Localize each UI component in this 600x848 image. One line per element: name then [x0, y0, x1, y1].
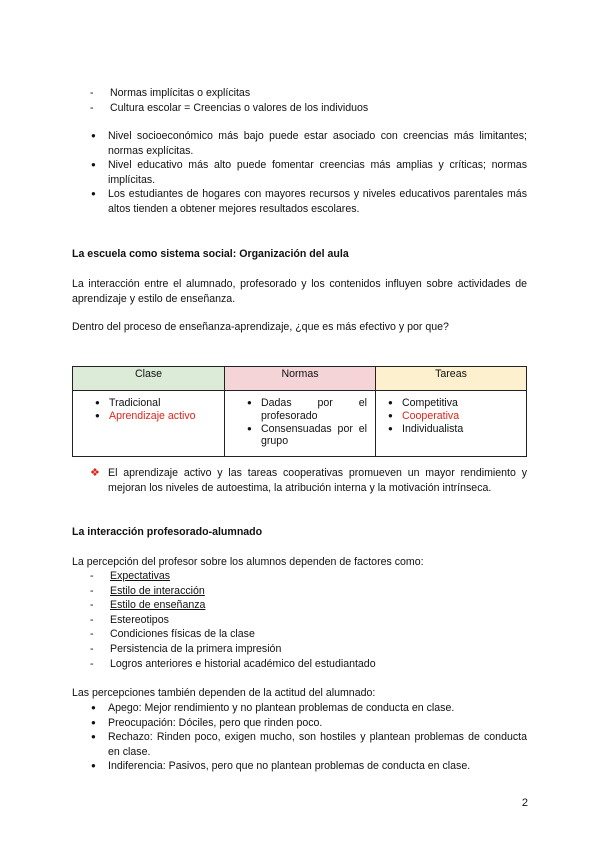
list-item: ● Individualista — [388, 423, 520, 436]
list-item: - Condiciones físicas de la clase — [90, 627, 527, 642]
top-bullet-list — [90, 129, 527, 217]
list-item: - Logros anteriores e historial académico del estudiantado — [90, 657, 527, 672]
attitudes-list — [90, 701, 527, 774]
classroom-table — [72, 366, 527, 457]
list-item: ● Indiferencia: Pasivos, pero que no plantean problemas de conducta en clase. — [90, 759, 527, 774]
list-item: ● Los estudiantes de hogares con mayores recursos y niveles educativos parentales más altos tienden a obtener mejores resultados escolares. — [90, 187, 527, 216]
top-dash-list — [90, 86, 527, 115]
table-header-tareas: Tareas — [376, 367, 527, 391]
list-item: - Persistencia de la primera impresión — [90, 642, 527, 657]
factor-text: Estilo de interacción — [110, 584, 205, 597]
paragraph: La percepción del profesor sobre los alumnos dependen de factores como: — [72, 556, 424, 568]
table-header-clase: Clase — [73, 367, 225, 391]
list-item: - Normas implícitas o explícitas — [90, 86, 527, 101]
list-item: ● Preocupación: Dóciles, pero que rinden poco. — [90, 716, 527, 731]
conclusion-list — [90, 466, 527, 496]
factors-list — [90, 569, 527, 671]
list-item — [90, 598, 527, 613]
paragraph: La interacción entre el alumnado, profesorado y los contenidos influyen sobre actividades de aprendizaje y estilo de enseñanza. — [72, 278, 527, 305]
table-header-normas: Normas — [225, 367, 376, 391]
list-item: ● Aprendizaje activo — [95, 410, 218, 423]
list-item: ● Apego: Mejor rendimiento y no plantean problemas de conducta en clase. — [90, 701, 527, 716]
list-item: ● Rechazo: Rinden poco, exigen mucho, son hostiles y plantean problemas de conducta en clase. — [90, 730, 527, 759]
section-heading: La escuela como sistema social: Organización del aula — [72, 248, 349, 260]
list-item: ● Tradicional — [95, 397, 218, 410]
list-item: ● Nivel educativo más alto puede fomentar creencias más amplias y críticas; normas implícitas. — [90, 158, 527, 187]
table-cell-clase — [73, 391, 225, 457]
section-heading: La interacción profesorado-alumnado — [72, 526, 263, 538]
list-item: ● Cooperativa — [388, 410, 520, 423]
list-item: - Cultura escolar = Creencias o valores de los individuos — [90, 101, 527, 116]
paragraph: Dentro del proceso de enseñanza-aprendizaje, ¿que es más efectivo y por que? — [72, 321, 449, 333]
conclusion-text: El aprendizaje activo y las tareas cooperativas promueven un mayor rendimiento y mejoran los niveles de autoestima, la atribución interna y la motivación intrínseca. — [108, 467, 527, 494]
page-number: 2 — [521, 797, 528, 809]
table-cell-normas — [225, 391, 376, 457]
paragraph: Las percepciones también dependen de la actitud del alumnado: — [72, 687, 376, 699]
list-item: ● Consensuadas por el grupo — [247, 423, 367, 449]
diamond-bullet-icon: ❖ — [90, 467, 100, 479]
list-item: ● Nivel socioeconómico más bajo puede estar asociado con creencias más limitantes; normas explícitas. — [90, 129, 527, 158]
table-cell-tareas — [376, 391, 527, 457]
list-item: ● Competitiva — [388, 397, 520, 410]
list-item: - Estereotipos — [90, 613, 527, 628]
factor-text: Expectativas — [110, 570, 171, 582]
list-item — [90, 466, 527, 496]
list-item — [90, 569, 527, 584]
list-item: ● Dadas por el profesorado — [247, 397, 367, 423]
list-item — [90, 584, 527, 599]
factor-text: Estilo de enseñanza — [110, 599, 206, 612]
